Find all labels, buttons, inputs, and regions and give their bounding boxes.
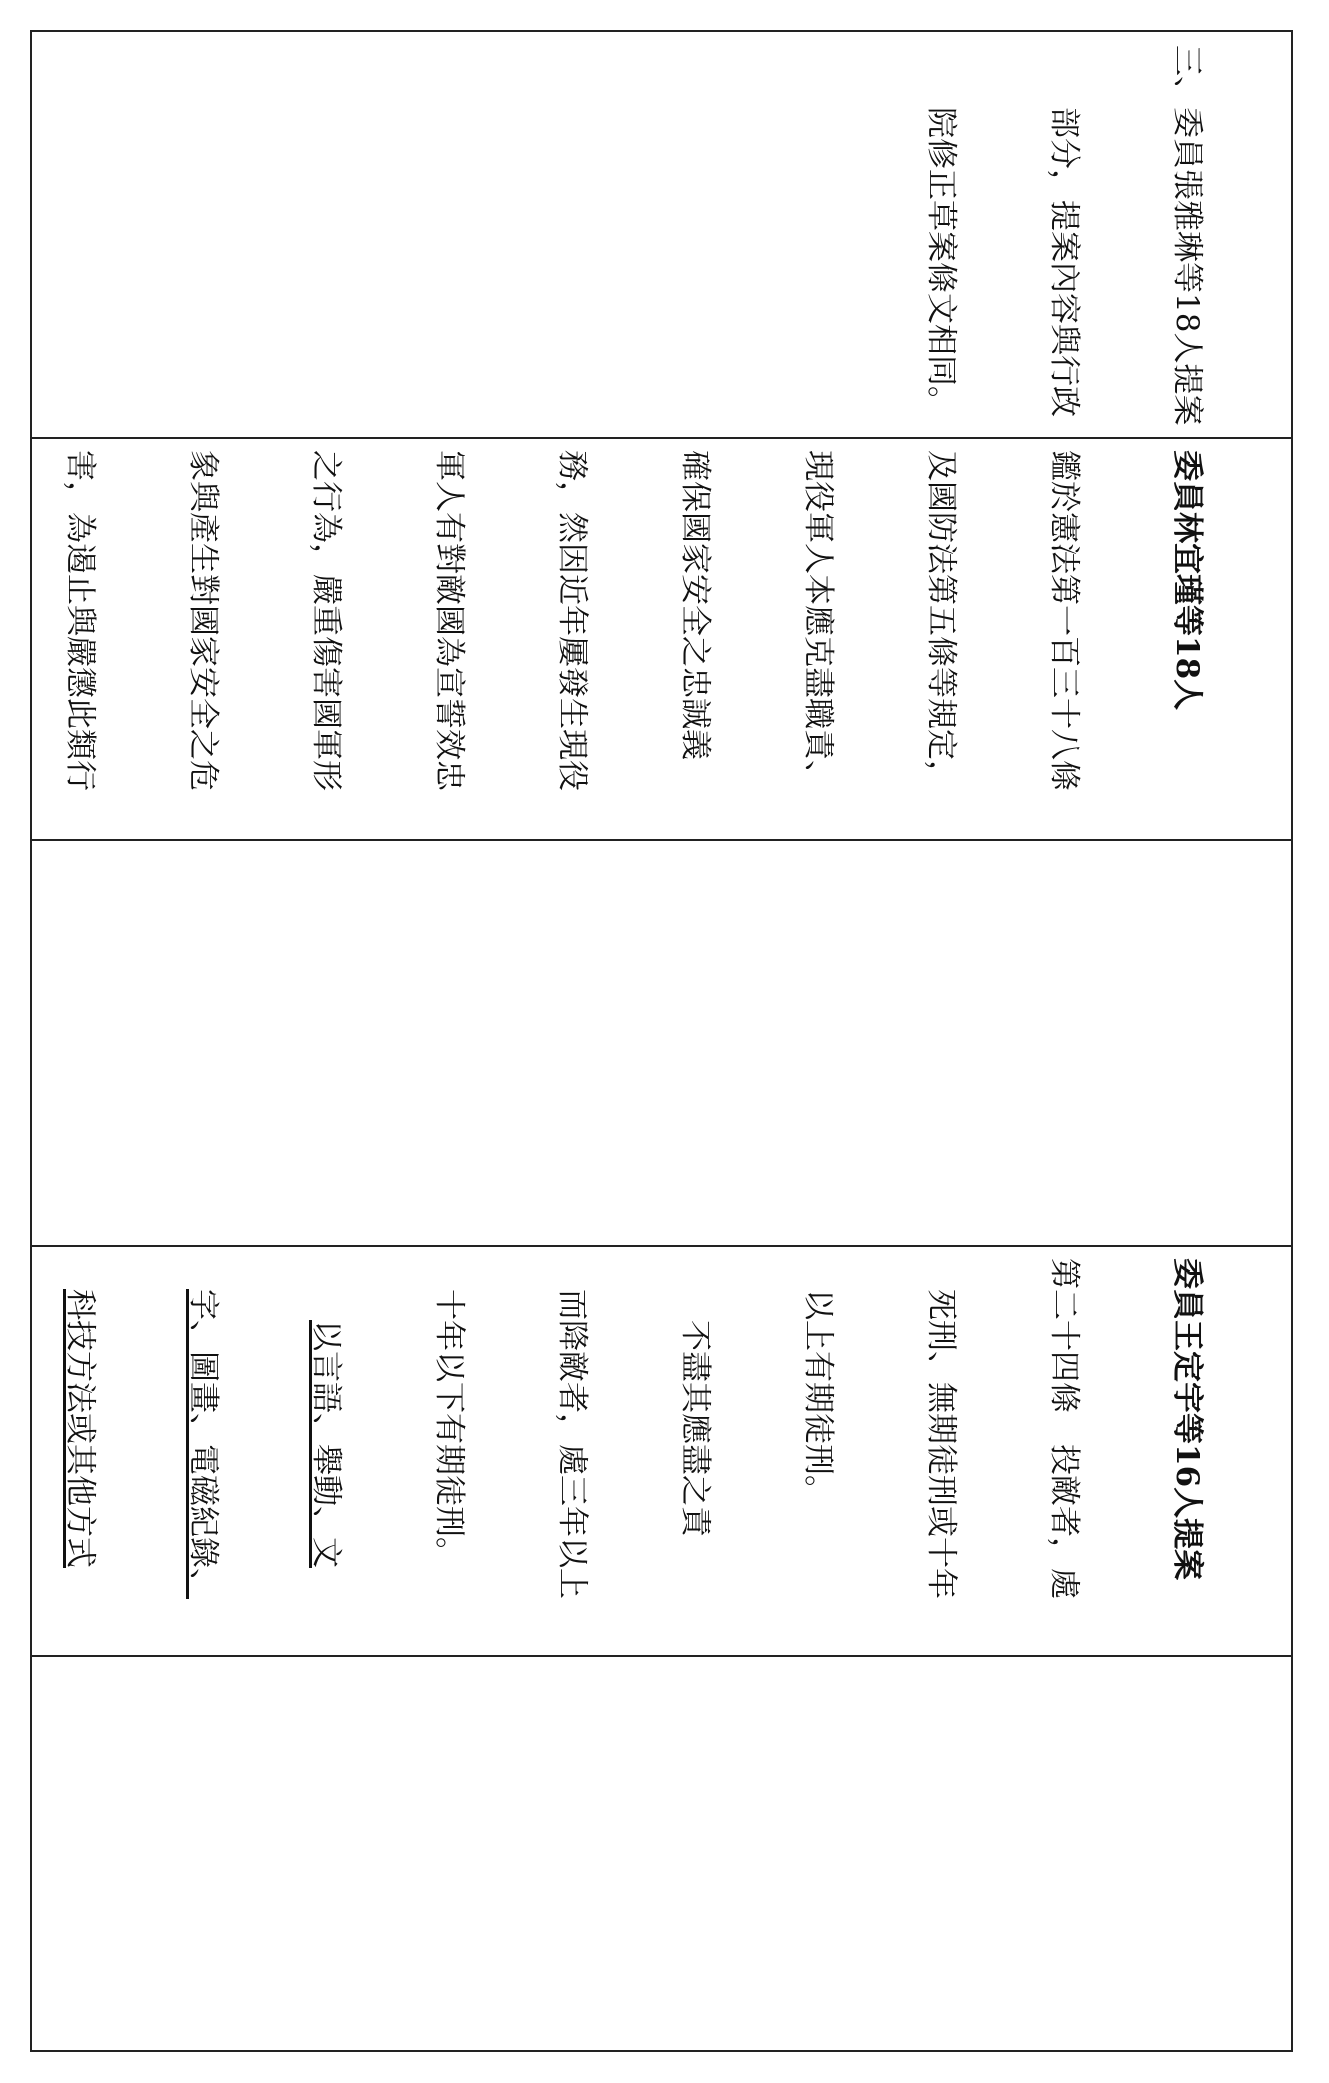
- proposal-line: 死刑、無期徒刑或十年: [923, 1289, 959, 1599]
- proposal-line: 以上有期徒刑。: [800, 1289, 836, 1506]
- explanation-line: 軍人有對敵國為宣誓效忠: [431, 450, 467, 791]
- section3-line: 院修正草案條文相同。: [923, 107, 959, 417]
- proposal-line: 字、圖畫、電磁紀錄、: [185, 1289, 221, 1599]
- row-divider: [30, 839, 1293, 841]
- proposal-line: 不盡其應盡之責: [677, 1320, 713, 1537]
- section3-line: 部分，提案內容與行政: [1046, 107, 1082, 417]
- row-divider: [30, 437, 1293, 439]
- explanation-line: 及國防法第五條等規定，: [923, 450, 959, 791]
- explanation-line: 害，為遏止與嚴懲此類行: [62, 450, 98, 791]
- proposal-line: 科技方法或其他方式: [62, 1289, 98, 1568]
- lin-heading: 委員林宜瑾等18人: [1169, 450, 1205, 711]
- explanation-text: [0, 450, 1289, 839]
- row-divider: [30, 1655, 1293, 1657]
- proposal-line: 十年以下有期徒刑。: [431, 1289, 467, 1568]
- wang-proposal-heading: 委員王定宇等16人提案: [1169, 1258, 1205, 1581]
- section3-line: 三、委員張雅琳等18人提案: [1169, 45, 1205, 426]
- proposals-text: [0, 1258, 1289, 1599]
- explanation-line: 現役軍人本應克盡職責、: [800, 450, 836, 791]
- explanation-line: 象與產生對國家安全之危: [185, 450, 221, 791]
- explanation-line: 之行為，嚴重傷害國軍形: [308, 450, 344, 791]
- proposal-line: 以言語、舉動、文: [308, 1320, 344, 1568]
- proposal-line: 而降敵者，處三年以上: [554, 1289, 590, 1599]
- explanation-line: 務，然因近年屢發生現役: [554, 450, 590, 791]
- proposal-line: 第二十四條 投敵者，處: [1046, 1258, 1082, 1599]
- explanation-line: 鑑於憲法第一百三十八條: [1046, 450, 1082, 791]
- section3-text: [879, 45, 1289, 425]
- explanation-line: 確保國家安全之忠誠義: [677, 450, 713, 760]
- row-divider: [30, 1245, 1293, 1247]
